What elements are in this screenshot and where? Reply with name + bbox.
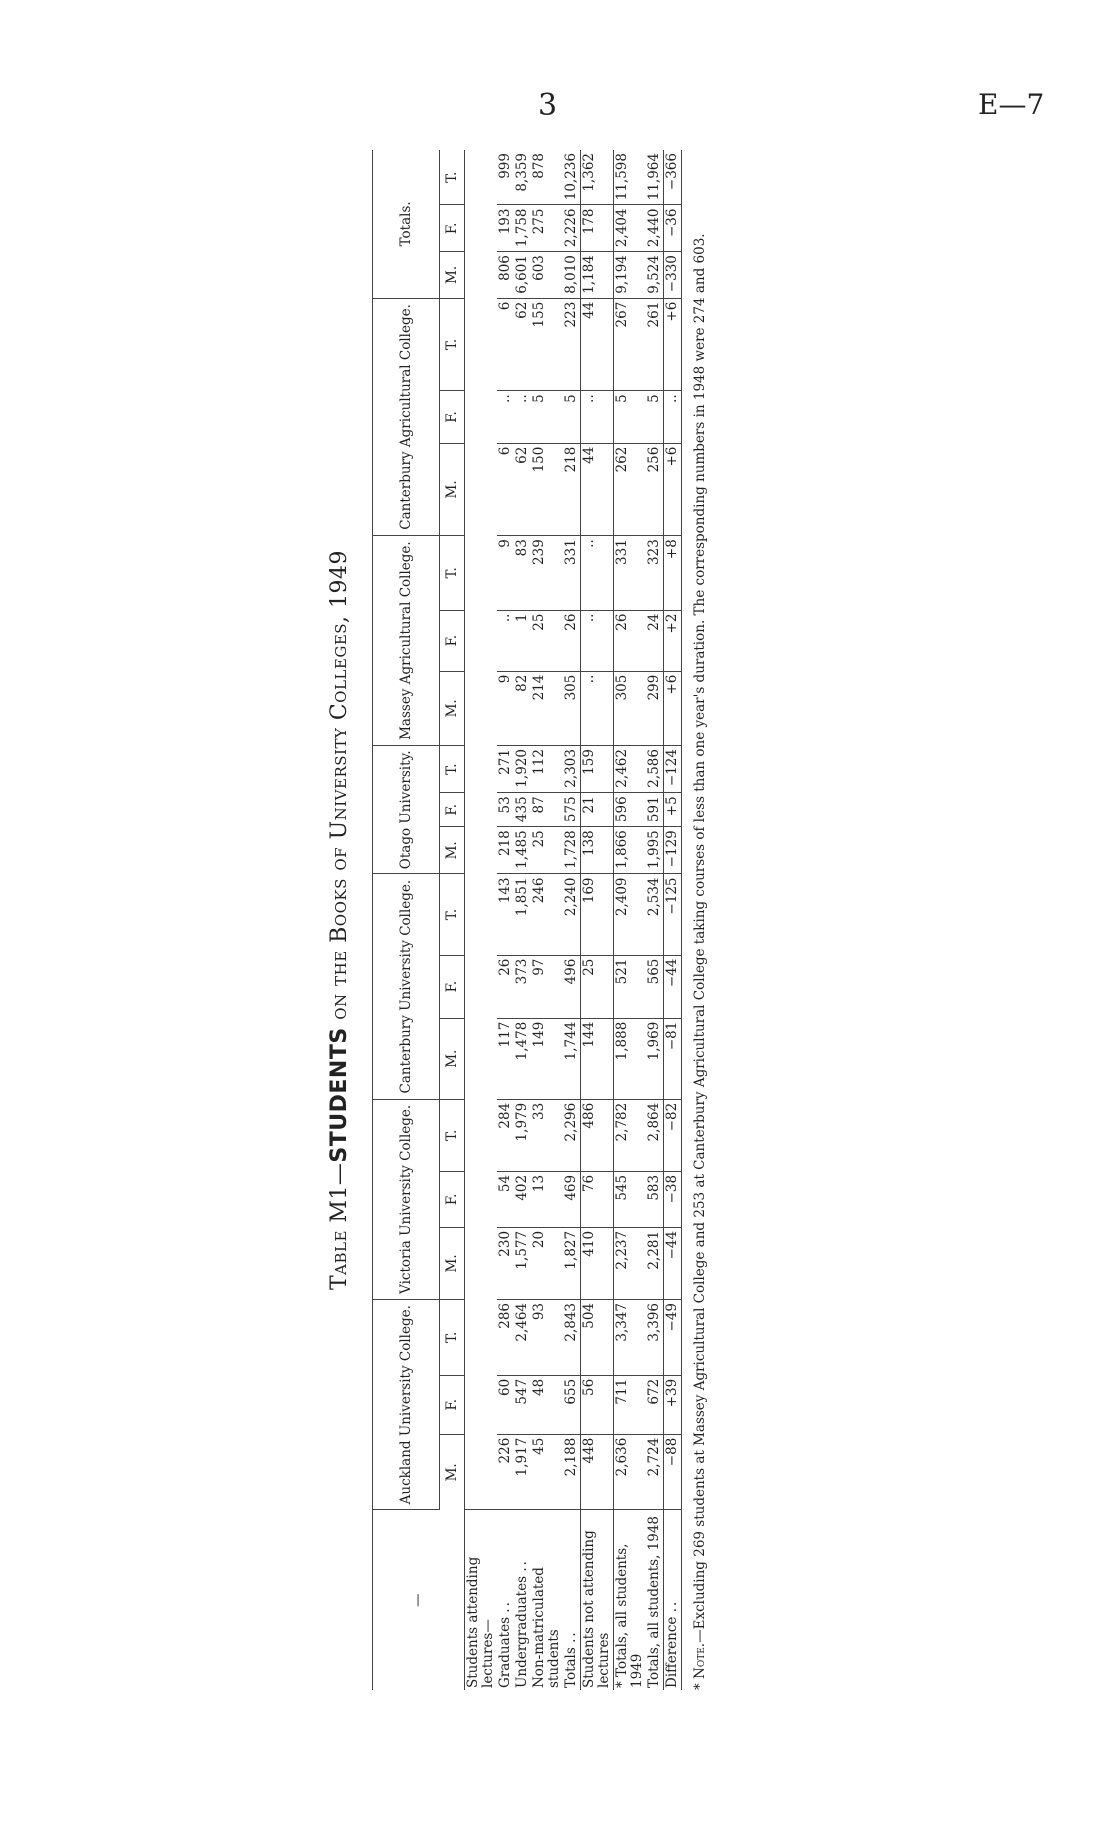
cell-not-attending-17: 44 bbox=[581, 298, 614, 391]
cell-totals-1948-17: 261 bbox=[646, 298, 664, 391]
cell-totals-1949-18: 9,194 bbox=[614, 252, 647, 299]
cell-nonmatric-11: 112 bbox=[531, 746, 563, 793]
cell-nonmatric-2: 93 bbox=[531, 1299, 563, 1375]
label-attending: Students attending lectures— bbox=[465, 1556, 496, 1688]
cell-graduates-5: 284 bbox=[497, 1099, 514, 1171]
caption-title: STUDENTS bbox=[327, 1027, 352, 1163]
cell-graduates-18: 806 bbox=[497, 252, 514, 299]
cell-undergraduates-8: 1,851 bbox=[514, 874, 531, 955]
cell-not-attending-20: 1,362 bbox=[581, 150, 614, 205]
cell-difference-1: +39 bbox=[664, 1375, 682, 1434]
cell-totals-9: 1,728 bbox=[563, 827, 581, 874]
footnote-label: Note. bbox=[692, 1642, 708, 1679]
cell-graduates-10: 53 bbox=[497, 793, 514, 827]
cell-nonmatric-8: 246 bbox=[531, 874, 563, 955]
cell-totals-0: 2,188 bbox=[563, 1434, 581, 1510]
cell-not-attending-12: .. bbox=[581, 671, 614, 745]
cell-difference-8: −125 bbox=[664, 874, 682, 955]
cell-difference-7: −44 bbox=[664, 955, 682, 1018]
cell-totals-1949-13: 26 bbox=[614, 610, 647, 671]
cell-totals-17: 223 bbox=[563, 298, 581, 391]
cell-difference-4: −38 bbox=[664, 1171, 682, 1227]
cell-graduates-8: 143 bbox=[497, 874, 514, 955]
cell-nonmatric-12: 214 bbox=[531, 671, 563, 745]
cell-undergraduates-20: 8,359 bbox=[514, 150, 531, 205]
header-row-groups bbox=[373, 150, 440, 1690]
subheader-4-f: F. bbox=[440, 610, 465, 671]
cell-totals-1948-3: 2,281 bbox=[646, 1227, 664, 1299]
cell-totals-1949-5: 2,782 bbox=[614, 1099, 647, 1171]
cell-nonmatric-5: 33 bbox=[531, 1099, 563, 1171]
cell-totals-1949-14: 331 bbox=[614, 536, 647, 610]
cell-totals-1949-8: 2,409 bbox=[614, 874, 647, 955]
cell-graduates-15: 6 bbox=[497, 443, 514, 536]
cell-not-attending-6: 144 bbox=[581, 1018, 614, 1099]
cell-nonmatric-0: 45 bbox=[531, 1434, 563, 1510]
cell-nonmatric-7: 97 bbox=[531, 955, 563, 1018]
subheader-0-m: M. bbox=[440, 1434, 465, 1510]
subheader-2-m: M. bbox=[440, 1018, 465, 1099]
cell-nonmatric-3: 20 bbox=[531, 1227, 563, 1299]
footnote-text: —Excluding 269 students at Massey Agricultural College and 253 at Canterbury Agricultural College taking courses of less than one year's duration. The corresponding numbers in 1948 were 274 and 603. bbox=[692, 233, 708, 1643]
cell-not-attending-5: 486 bbox=[581, 1099, 614, 1171]
cell-nonmatric-20: 878 bbox=[531, 150, 563, 205]
cell-graduates-13: .. bbox=[497, 610, 514, 671]
cell-nonmatric-14: 239 bbox=[531, 536, 563, 610]
cell-undergraduates-2: 2,464 bbox=[514, 1299, 531, 1375]
subheader-2-f: F. bbox=[440, 955, 465, 1018]
subheader-4-t: T. bbox=[440, 536, 465, 610]
cell-totals-7: 496 bbox=[563, 955, 581, 1018]
header-group-canterbury-agri: Canterbury Agricultural College. bbox=[373, 298, 440, 535]
row-attending-heading bbox=[465, 150, 498, 1690]
label-totals-1948: Totals, all students, 1948 bbox=[646, 1515, 662, 1688]
cell-totals-1948-16: 5 bbox=[646, 391, 664, 443]
cell-totals-15: 218 bbox=[563, 443, 581, 536]
cell-nonmatric-13: 25 bbox=[531, 610, 563, 671]
cell-undergraduates-4: 402 bbox=[514, 1171, 531, 1227]
cell-nonmatric-9: 25 bbox=[531, 827, 563, 874]
cell-nonmatric-16: 5 bbox=[531, 391, 563, 443]
cell-not-attending-9: 138 bbox=[581, 827, 614, 874]
cell-not-attending-1: 56 bbox=[581, 1375, 614, 1434]
cell-difference-6: −81 bbox=[664, 1018, 682, 1099]
cell-totals-1949-10: 596 bbox=[614, 793, 647, 827]
cell-totals-1948-15: 256 bbox=[646, 443, 664, 536]
cell-totals-2: 2,843 bbox=[563, 1299, 581, 1375]
cell-not-attending-14: .. bbox=[581, 536, 614, 610]
cell-totals-1949-4: 545 bbox=[614, 1171, 647, 1227]
cell-graduates-17: 6 bbox=[497, 298, 514, 391]
cell-graduates-12: 9 bbox=[497, 671, 514, 745]
label-undergraduates: Undergraduates .. bbox=[514, 1559, 530, 1688]
cell-totals-20: 10,236 bbox=[563, 150, 581, 205]
cell-totals-5: 2,296 bbox=[563, 1099, 581, 1171]
header-group-totals: Totals. bbox=[373, 150, 440, 298]
cell-totals-13: 26 bbox=[563, 610, 581, 671]
cell-totals-1948-19: 2,440 bbox=[646, 205, 664, 252]
row-totals bbox=[563, 150, 581, 1690]
row-undergraduates bbox=[514, 150, 531, 1690]
subheader-0-t: T. bbox=[440, 1299, 465, 1375]
cell-totals-1949-0: 2,636 bbox=[614, 1434, 647, 1510]
row-totals-1948 bbox=[646, 150, 664, 1690]
cell-undergraduates-15: 62 bbox=[514, 443, 531, 536]
cell-totals-3: 1,827 bbox=[563, 1227, 581, 1299]
cell-not-attending-7: 25 bbox=[581, 955, 614, 1018]
cell-not-attending-4: 76 bbox=[581, 1171, 614, 1227]
cell-graduates-1: 60 bbox=[497, 1375, 514, 1434]
cell-totals-1949-11: 2,462 bbox=[614, 746, 647, 793]
label-totals: Totals .. bbox=[563, 1630, 579, 1688]
subheader-1-f: F. bbox=[440, 1171, 465, 1227]
cell-totals-1948-4: 583 bbox=[646, 1171, 664, 1227]
cell-nonmatric-18: 603 bbox=[531, 252, 563, 299]
cell-not-attending-16: .. bbox=[581, 391, 614, 443]
subheader-5-m: M. bbox=[440, 443, 465, 536]
label-nonmatric: Non-matriculated students bbox=[531, 1567, 562, 1688]
cell-totals-1948-2: 3,396 bbox=[646, 1299, 664, 1375]
label-graduates: Graduates .. bbox=[497, 1600, 513, 1688]
cell-difference-19: −36 bbox=[664, 205, 682, 252]
cell-difference-10: +5 bbox=[664, 793, 682, 827]
header-group-victoria: Victoria University College. bbox=[373, 1099, 440, 1299]
cell-undergraduates-5: 1,979 bbox=[514, 1099, 531, 1171]
cell-not-attending-8: 169 bbox=[581, 874, 614, 955]
subheader-2-t: T. bbox=[440, 874, 465, 955]
cell-totals-6: 1,744 bbox=[563, 1018, 581, 1099]
cell-difference-3: −44 bbox=[664, 1227, 682, 1299]
cell-undergraduates-3: 1,577 bbox=[514, 1227, 531, 1299]
cell-not-attending-15: 44 bbox=[581, 443, 614, 536]
header-group-canterbury-univ: Canterbury University College. bbox=[373, 874, 440, 1099]
cell-difference-13: +2 bbox=[664, 610, 682, 671]
cell-totals-1948-11: 2,586 bbox=[646, 746, 664, 793]
cell-undergraduates-13: 1 bbox=[514, 610, 531, 671]
students-table bbox=[372, 150, 682, 1690]
subheader-3-t: T. bbox=[440, 746, 465, 793]
cell-totals-1948-20: 11,964 bbox=[646, 150, 664, 205]
cell-graduates-19: 193 bbox=[497, 205, 514, 252]
cell-undergraduates-17: 62 bbox=[514, 298, 531, 391]
cell-totals-1948-18: 9,524 bbox=[646, 252, 664, 299]
page-code: E—7 bbox=[978, 88, 1045, 121]
subheader-4-m: M. bbox=[440, 671, 465, 745]
cell-totals-1949-7: 521 bbox=[614, 955, 647, 1018]
cell-totals-1948-6: 1,969 bbox=[646, 1018, 664, 1099]
cell-totals-1949-3: 2,237 bbox=[614, 1227, 647, 1299]
cell-not-attending-18: 1,184 bbox=[581, 252, 614, 299]
cell-undergraduates-6: 1,478 bbox=[514, 1018, 531, 1099]
cell-graduates-11: 271 bbox=[497, 746, 514, 793]
cell-difference-18: −330 bbox=[664, 252, 682, 299]
table-caption bbox=[320, 150, 372, 1690]
cell-difference-9: −129 bbox=[664, 827, 682, 874]
cell-nonmatric-6: 149 bbox=[531, 1018, 563, 1099]
subheader-6-f: F. bbox=[440, 205, 465, 252]
page-number: 3 bbox=[538, 88, 558, 123]
cell-graduates-16: .. bbox=[497, 391, 514, 443]
header-dash: — bbox=[373, 1510, 465, 1690]
cell-totals-1949-2: 3,347 bbox=[614, 1299, 647, 1375]
cell-totals-11: 2,303 bbox=[563, 746, 581, 793]
caption-prefix: Table M1— bbox=[327, 1162, 352, 1291]
cell-graduates-3: 230 bbox=[497, 1227, 514, 1299]
subheader-1-m: M. bbox=[440, 1227, 465, 1299]
cell-totals-1948-0: 2,724 bbox=[646, 1434, 664, 1510]
cell-difference-0: −88 bbox=[664, 1434, 682, 1510]
cell-totals-19: 2,226 bbox=[563, 205, 581, 252]
subheader-1-t: T. bbox=[440, 1099, 465, 1171]
row-difference bbox=[664, 150, 682, 1690]
cell-undergraduates-11: 1,920 bbox=[514, 746, 531, 793]
cell-difference-14: +8 bbox=[664, 536, 682, 610]
label-totals-1949: * Totals, all students, 1949 bbox=[614, 1510, 647, 1690]
cell-graduates-9: 218 bbox=[497, 827, 514, 874]
cell-graduates-20: 999 bbox=[497, 150, 514, 205]
cell-graduates-14: 9 bbox=[497, 536, 514, 610]
cell-graduates-2: 286 bbox=[497, 1299, 514, 1375]
cell-not-attending-10: 21 bbox=[581, 793, 614, 827]
cell-totals-1949-20: 11,598 bbox=[614, 150, 647, 205]
row-totals-1949 bbox=[614, 150, 647, 1690]
footnote bbox=[692, 150, 708, 1690]
cell-totals-8: 2,240 bbox=[563, 874, 581, 955]
subheader-0-f: F. bbox=[440, 1375, 465, 1434]
row-graduates bbox=[497, 150, 514, 1690]
row-nonmatric bbox=[531, 150, 563, 1690]
cell-not-attending-13: .. bbox=[581, 610, 614, 671]
cell-totals-10: 575 bbox=[563, 793, 581, 827]
header-group-massey: Massey Agricultural College. bbox=[373, 536, 440, 746]
cell-nonmatric-17: 155 bbox=[531, 298, 563, 391]
cell-undergraduates-0: 1,917 bbox=[514, 1434, 531, 1510]
cell-totals-1948-13: 24 bbox=[646, 610, 664, 671]
cell-difference-15: +6 bbox=[664, 443, 682, 536]
cell-undergraduates-18: 6,601 bbox=[514, 252, 531, 299]
cell-totals-1948-12: 299 bbox=[646, 671, 664, 745]
cell-not-attending-19: 178 bbox=[581, 205, 614, 252]
cell-undergraduates-19: 1,758 bbox=[514, 205, 531, 252]
cell-difference-2: −49 bbox=[664, 1299, 682, 1375]
cell-difference-20: −366 bbox=[664, 150, 682, 205]
header-group-otago: Otago University. bbox=[373, 746, 440, 874]
cell-difference-16: .. bbox=[664, 391, 682, 443]
cell-totals-1949-17: 267 bbox=[614, 298, 647, 391]
cell-undergraduates-12: 82 bbox=[514, 671, 531, 745]
cell-not-attending-2: 504 bbox=[581, 1299, 614, 1375]
cell-totals-1949-6: 1,888 bbox=[614, 1018, 647, 1099]
cell-totals-1948-5: 2,864 bbox=[646, 1099, 664, 1171]
row-not-attending bbox=[581, 150, 614, 1690]
subheader-5-f: F. bbox=[440, 391, 465, 443]
label-difference: Difference .. bbox=[664, 1510, 682, 1690]
rotated-table-block bbox=[320, 150, 800, 1690]
cell-nonmatric-15: 150 bbox=[531, 443, 563, 536]
subheader-3-f: F. bbox=[440, 793, 465, 827]
cell-undergraduates-7: 373 bbox=[514, 955, 531, 1018]
cell-not-attending-0: 448 bbox=[581, 1434, 614, 1510]
cell-undergraduates-16: .. bbox=[514, 391, 531, 443]
cell-difference-5: −82 bbox=[664, 1099, 682, 1171]
subheader-3-m: M. bbox=[440, 827, 465, 874]
cell-not-attending-11: 159 bbox=[581, 746, 614, 793]
cell-totals-1: 655 bbox=[563, 1375, 581, 1434]
cell-nonmatric-4: 13 bbox=[531, 1171, 563, 1227]
cell-nonmatric-1: 48 bbox=[531, 1375, 563, 1434]
cell-totals-1949-16: 5 bbox=[614, 391, 647, 443]
subheader-6-m: M. bbox=[440, 252, 465, 299]
cell-totals-1949-9: 1,866 bbox=[614, 827, 647, 874]
cell-totals-1949-12: 305 bbox=[614, 671, 647, 745]
cell-totals-1949-15: 262 bbox=[614, 443, 647, 536]
cell-totals-12: 305 bbox=[563, 671, 581, 745]
cell-graduates-4: 54 bbox=[497, 1171, 514, 1227]
cell-totals-1949-1: 711 bbox=[614, 1375, 647, 1434]
header-row-sub bbox=[440, 150, 465, 1690]
cell-totals-16: 5 bbox=[563, 391, 581, 443]
cell-totals-4: 469 bbox=[563, 1171, 581, 1227]
cell-totals-1948-10: 591 bbox=[646, 793, 664, 827]
cell-graduates-7: 26 bbox=[497, 955, 514, 1018]
cell-totals-1948-1: 672 bbox=[646, 1375, 664, 1434]
cell-difference-11: −124 bbox=[664, 746, 682, 793]
cell-totals-1949-19: 2,404 bbox=[614, 205, 647, 252]
cell-totals-1948-7: 565 bbox=[646, 955, 664, 1018]
cell-totals-1948-8: 2,534 bbox=[646, 874, 664, 955]
cell-totals-1948-9: 1,995 bbox=[646, 827, 664, 874]
cell-undergraduates-9: 1,485 bbox=[514, 827, 531, 874]
cell-graduates-0: 226 bbox=[497, 1434, 514, 1510]
header-group-auckland: Auckland University College. bbox=[373, 1299, 440, 1510]
cell-undergraduates-10: 435 bbox=[514, 793, 531, 827]
cell-totals-18: 8,010 bbox=[563, 252, 581, 299]
cell-totals-14: 331 bbox=[563, 536, 581, 610]
cell-nonmatric-10: 87 bbox=[531, 793, 563, 827]
cell-difference-17: +6 bbox=[664, 298, 682, 391]
caption-suffix: on the Books of University Colleges, 1949 bbox=[327, 549, 352, 1028]
cell-totals-1948-14: 323 bbox=[646, 536, 664, 610]
label-not-attending: Students not attending lectures bbox=[581, 1510, 614, 1690]
footnote-star: * bbox=[692, 1678, 708, 1690]
cell-difference-12: +6 bbox=[664, 671, 682, 745]
subheader-6-t: T. bbox=[440, 150, 465, 205]
cell-nonmatric-19: 275 bbox=[531, 205, 563, 252]
subheader-5-t: T. bbox=[440, 298, 465, 391]
cell-graduates-6: 117 bbox=[497, 1018, 514, 1099]
cell-not-attending-3: 410 bbox=[581, 1227, 614, 1299]
cell-undergraduates-14: 83 bbox=[514, 536, 531, 610]
cell-undergraduates-1: 547 bbox=[514, 1375, 531, 1434]
